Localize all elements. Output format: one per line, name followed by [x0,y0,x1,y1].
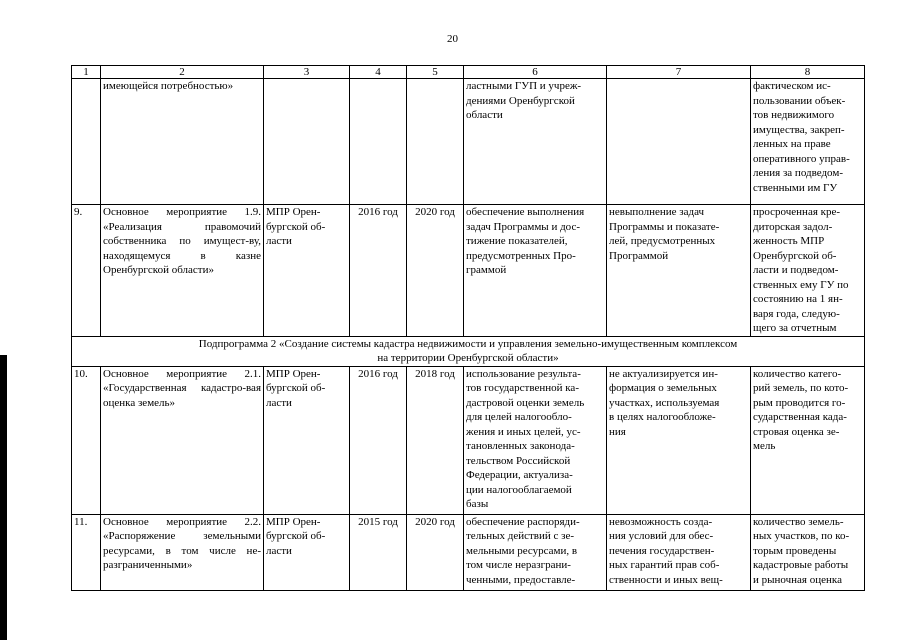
column-number-header-row [72,66,865,79]
expected-result: использование результа- тов государственной ка- дастровой оценки земель для целей налогообло- жения и иных целей, ус- тановленных законода- тельством Российской Федерации, актуализа- ции налогооблагаемой базы [464,366,607,514]
activity-name: Основное мероприятие 2.2. «Распоряжение земельными ресурсами, в том числе не-разграниченными» [101,514,264,590]
column-header: 1 [72,66,101,79]
expected-result: обеспечение распоряди- тельных действий с зе- мельными ресурсами, в том числе неразграни- ченными, предоставле- [464,514,607,590]
page-number: 20 [447,33,458,45]
subprogram-title: Подпрограмма 2 «Создание системы кадастра недвижимости и управления земельно-имущественным комплексом на территории Оренбургской области» [72,336,865,366]
subprogram-header-row [72,336,865,366]
column-header: 5 [407,66,464,79]
expected-result: ластными ГУП и учреж- дениями Оренбургской области [464,79,607,205]
column-header: 2 [101,66,264,79]
indicator-link: фактическом ис- пользовании объек- тов недвижимого имущества, закреп- ленных на праве оперативного управ- ления за подведом- ственными им ГУ [751,79,865,205]
activity-name: Основное мероприятие 2.1. «Государственная кадастро-вая оценка земель» [101,366,264,514]
table-row [72,79,865,205]
start-year: 2016 год [350,366,407,514]
column-header: 4 [350,66,407,79]
start-year [350,79,407,205]
column-header: 3 [264,66,350,79]
non-implementation-consequence: невыполнение задач Программы и показате- лей, предусмотренных Программой [607,205,751,337]
activity-name: Основное мероприятие 1.9. «Реализация правомочий собственника по имущест-ву, находящемуся в казне Оренбургской области» [101,205,264,337]
scan-edge-bar [0,355,7,640]
expected-result: обеспечение выполнения задач Программы и дос- тижение показателей, предусмотренных Про- граммой [464,205,607,337]
executor: МПР Орен- бургской об- ласти [264,366,350,514]
column-header: 6 [464,66,607,79]
non-implementation-consequence [607,79,751,205]
indicator-link: просроченная кре- диторская задол- женность МПР Оренбургской об- ласти и подведом- ственных ему ГУ по состоянию на 1 ян- варя года, следую- щего за отчетным [751,205,865,337]
executor: МПР Орен- бургской об- ласти [264,205,350,337]
table-row [72,366,865,514]
row-number: 10. [72,366,101,514]
table-row [72,514,865,590]
end-year: 2020 год [407,514,464,590]
non-implementation-consequence: невозможность созда- ния условий для обес- печения государствен- ных гарантий прав соб- ственности и иных вещ- [607,514,751,590]
row-number: 11. [72,514,101,590]
end-year [407,79,464,205]
end-year: 2018 год [407,366,464,514]
end-year: 2020 год [407,205,464,337]
executor: МПР Орен- бургской об- ласти [264,514,350,590]
indicator-link: количество катего- рий земель, по кото- рым проводится го- сударственная када- стровая оценка зе- мель [751,366,865,514]
row-number: 9. [72,205,101,337]
row-number [72,79,101,205]
column-header: 7 [607,66,751,79]
program-activities-table [71,65,865,591]
executor [264,79,350,205]
column-header: 8 [751,66,865,79]
start-year: 2016 год [350,205,407,337]
start-year: 2015 год [350,514,407,590]
indicator-link: количество земель- ных участков, по ко- торым проведены кадастровые работы и рыночная оценка [751,514,865,590]
table-row [72,205,865,337]
activity-name: имеющейся потребностью» [101,79,264,205]
non-implementation-consequence: не актуализируется ин- формация о земельных участках, используемая в целях налогообложе- ния [607,366,751,514]
